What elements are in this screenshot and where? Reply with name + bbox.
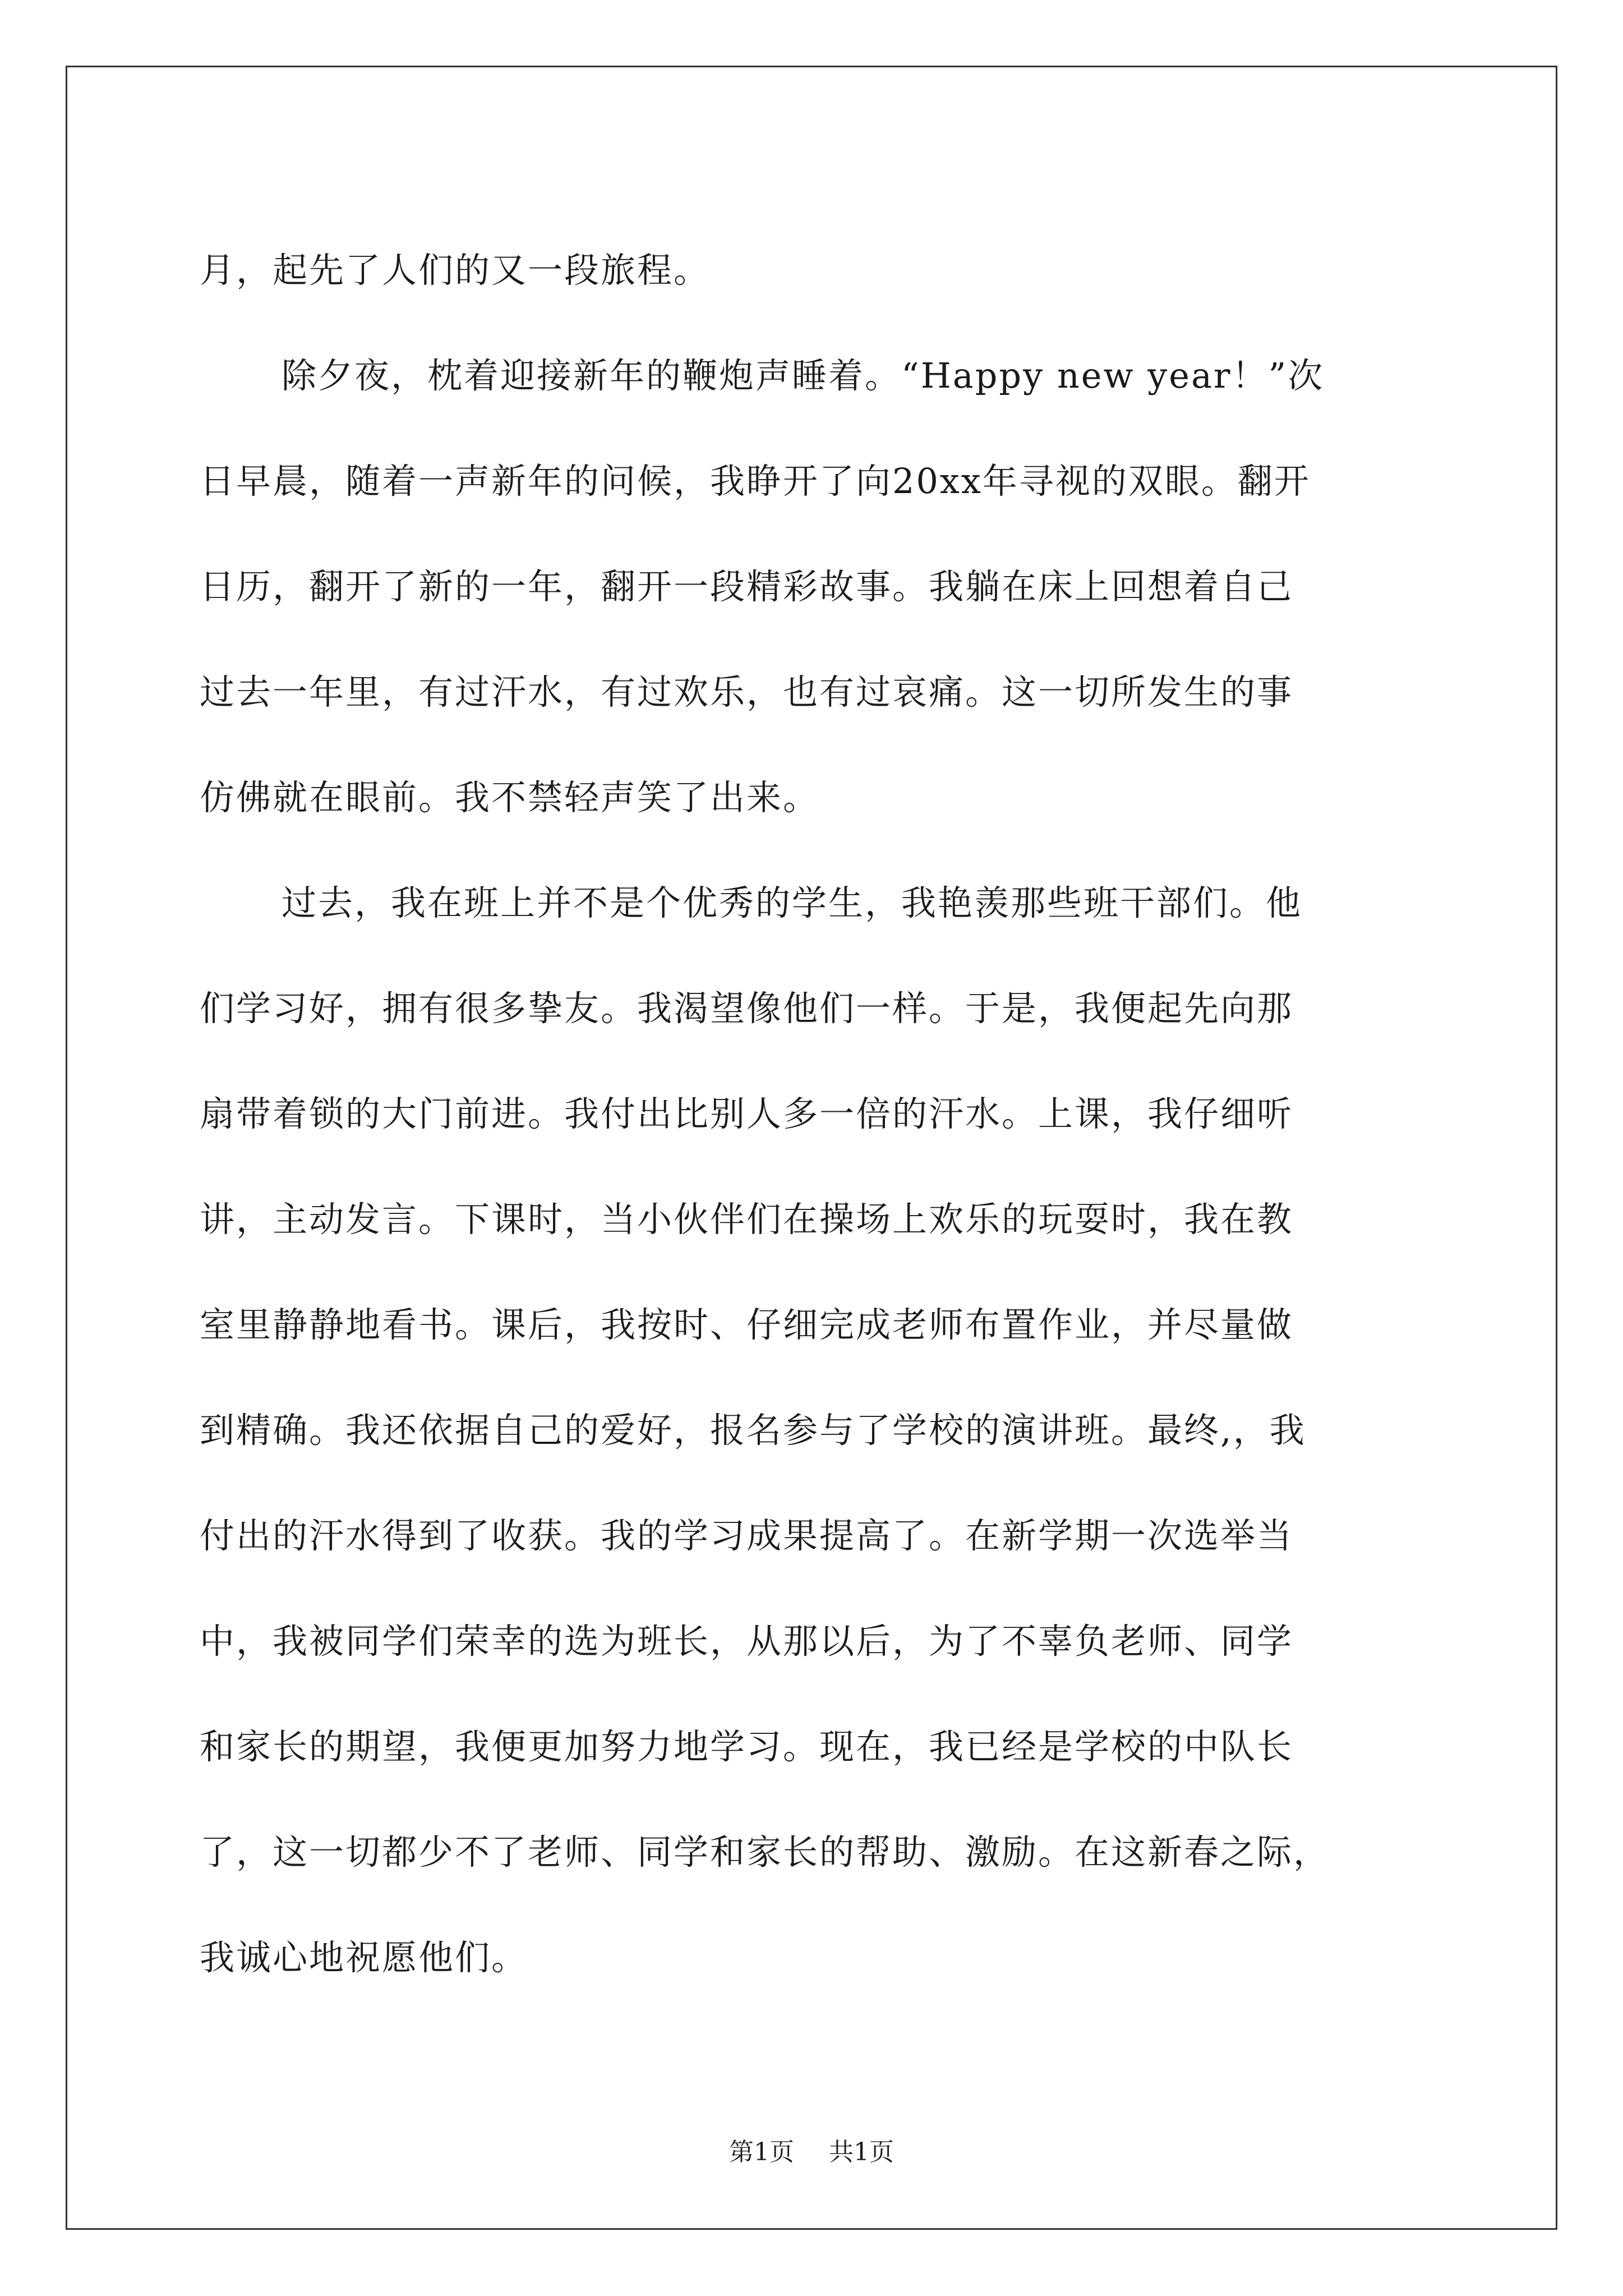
text-line: 到精确。我还依据自己的爱好，报名参与了学校的演讲班。最终,，我: [200, 1410, 1306, 1451]
text-line: 扇带着锁的大门前进。我付出比别人多一倍的汗水。上课，我仔细听: [200, 1093, 1294, 1134]
document-body: [200, 218, 1433, 2010]
text-line: 过去一年里，有过汗水，有过欢乐，也有过哀痛。这一切所发生的事: [200, 671, 1294, 712]
text-line: 日早晨，随着一声新年的问候，我睁开了向20xx年寻视的双眼。翻开: [200, 461, 1311, 501]
text-line: 们学习好，拥有很多挚友。我渴望像他们一样。于是，我便起先向那: [200, 988, 1294, 1029]
text-line: 月，起先了人们的又一段旅程。: [200, 250, 711, 291]
page-number: 第1页: [729, 2138, 794, 2166]
text-line: 我诚心地祝愿他们。: [200, 1937, 528, 1978]
text-line: 付出的汗水得到了收获。我的学习成果提高了。在新学期一次选举当: [200, 1515, 1294, 1556]
text-line: 了，这一切都少不了老师、同学和家长的帮助、激励。在这新春之际，: [200, 1832, 1330, 1872]
text-line: 和家长的期望，我便更加努力地学习。现在，我已经是学校的中队长: [200, 1726, 1294, 1767]
text-line: 室里静静地看书。课后，我按时、仔细完成老师布置作业，并尽量做: [200, 1304, 1294, 1345]
text-line: 除夕夜，枕着迎接新年的鞭炮声睡着。“Happy new year！”次: [282, 355, 1325, 396]
text-line: 日历，翻开了新的一年，翻开一段精彩故事。我躺在床上回想着自己: [200, 566, 1294, 607]
page-footer: [0, 2132, 1623, 2168]
text-line: 讲，主动发言。下课时，当小伙伴们在操场上欢乐的玩耍时，我在教: [200, 1199, 1294, 1240]
text-line: 仿佛就在眼前。我不禁轻声笑了出来。: [200, 777, 820, 818]
page-total: 共1页: [829, 2138, 894, 2166]
text-line: 中，我被同学们荣幸的选为班长，从那以后，为了不辜负老师、同学: [200, 1621, 1294, 1662]
text-line: 过去，我在班上并不是个优秀的学生，我艳羡那些班干部们。他: [282, 882, 1303, 923]
